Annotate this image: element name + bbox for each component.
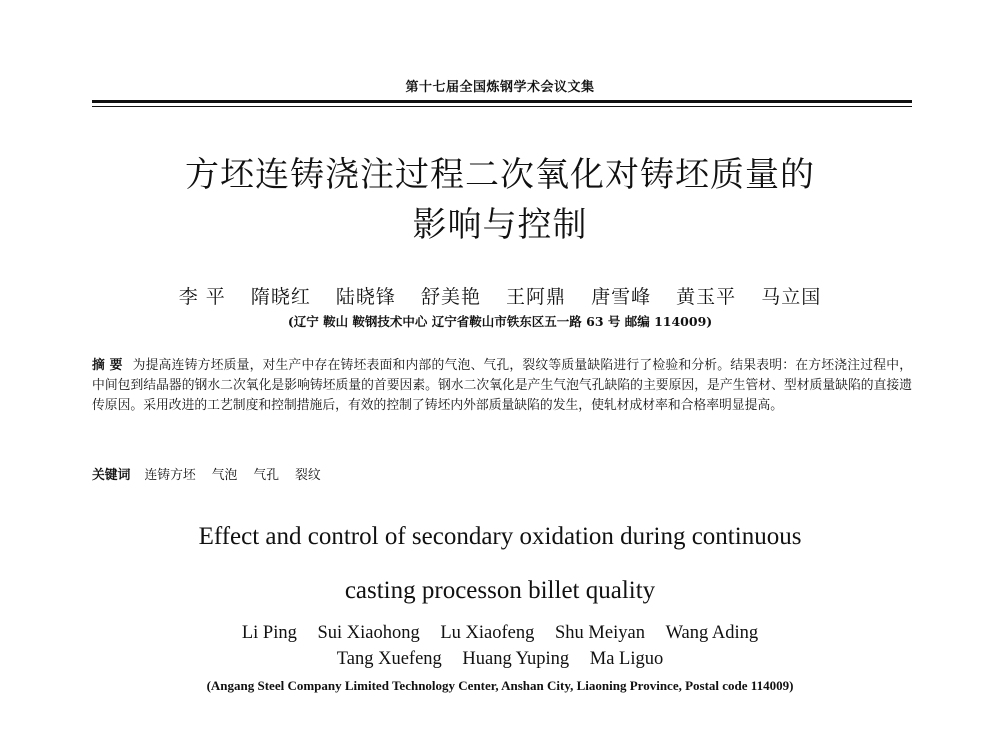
keyword: 气孔 [253, 468, 279, 483]
abstract-label: 摘 要 [92, 358, 123, 373]
author-zh: 马立国 [761, 286, 822, 308]
title-zh-line-2: 影响与控制 [412, 205, 588, 245]
author-en: Lu Xiaofeng [440, 623, 535, 643]
author-en: Sui Xiaohong [317, 623, 420, 643]
authors-en-line-2 [0, 646, 1000, 672]
author-en: Wang Ading [665, 623, 759, 643]
authors-chinese [0, 282, 1000, 309]
author-en: Shu Meiyan [555, 623, 645, 643]
affiliation-chinese: (辽宁 鞍山 鞍钢技术中心 辽宁省鞍山市铁东区五一路 63 号 邮编 114009) [287, 314, 713, 329]
author-zh: 唐雪峰 [591, 286, 652, 308]
keyword: 气泡 [211, 468, 238, 483]
authors-en-line-1 [0, 620, 1000, 646]
author-en: Ma Liguo [589, 649, 664, 669]
author-zh: 黄玉平 [676, 286, 737, 308]
keywords-label: 关键词 [92, 468, 131, 483]
author-en: Tang Xuefeng [336, 649, 442, 669]
running-header: 第十七届全国炼钢学术会议文集 [405, 80, 595, 95]
author-zh: 王阿鼎 [506, 286, 567, 308]
abstract-text: 为提高连铸方坯质量，对生产中存在铸坯表面和内部的气泡、气孔，裂纹等质量缺陷进行了检验和分析。结果表明：在方坯浇注过程中，中间包到结晶器的钢水二次氧化是影响铸坯质量的首要因素。钢水二次氧化是产生气泡气孔缺陷的主要原因，是产生管材、型材质量缺陷的直接遗传原因。采用改进的工艺制度和控制措施后，有效的控制了铸坯内外部质量缺陷的发生，使轧材成材率和合格率明显提高。 [92, 358, 912, 413]
author-zh: 李 平 [178, 286, 226, 308]
paper-title-english [0, 510, 1000, 618]
author-en: Huang Yuping [462, 649, 570, 669]
header-rule-thin [92, 106, 912, 107]
keyword: 连铸方坯 [144, 468, 196, 483]
header-rule-thick [92, 100, 912, 103]
author-en: Li Ping [241, 623, 297, 643]
authors-english [0, 620, 1000, 672]
keywords-chinese [92, 466, 912, 486]
title-en-line-1: Effect and control of secondary oxidation during continuous [198, 523, 802, 550]
title-en-line-2: casting processon billet quality [344, 577, 656, 604]
keyword: 裂纹 [295, 468, 321, 483]
author-zh: 舒美艳 [420, 286, 481, 308]
affiliation-english: (Angang Steel Company Limited Technology Center, Anshan City, Liaoning Province, Postal code 114009) [206, 678, 794, 693]
author-zh: 陆晓锋 [335, 286, 396, 308]
title-zh-line-1: 方坯连铸浇注过程二次氧化对铸坯质量的 [185, 155, 815, 195]
abstract-chinese [92, 356, 912, 416]
author-zh: 隋晓红 [250, 286, 311, 308]
paper-title-chinese [0, 150, 1000, 250]
